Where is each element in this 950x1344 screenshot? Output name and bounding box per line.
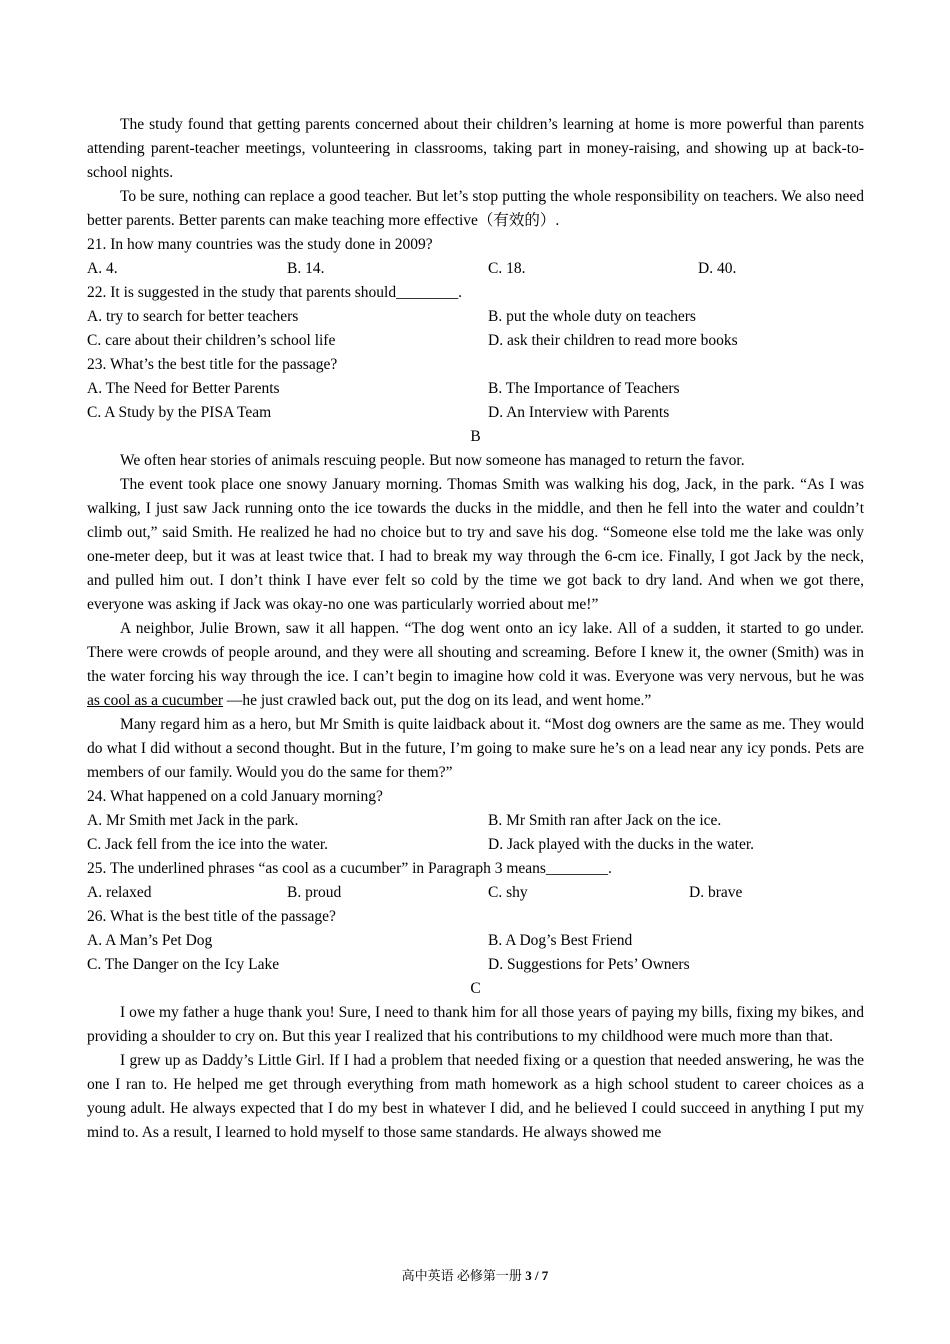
passage-c-paragraph-2: I grew up as Daddy’s Little Girl. If I had a problem that needed fixing or a question that needed answering, he was the one I ran to. He helped me get through everything from math homework as a high school student to career choices as a young adult. He always expected that I do my best in whatever I did, and he believed I could succeed in anything I put my mind to. As a result, I learned to hold myself to those same standards. He always showed me bbox=[87, 1052, 864, 1141]
question-21-options bbox=[87, 257, 864, 281]
page-footer bbox=[0, 1267, 950, 1285]
passage-b-paragraph-3 bbox=[87, 617, 864, 713]
question-26-options-row-1 bbox=[87, 929, 864, 953]
passage-b-paragraph-2: The event took place one snowy January morning. Thomas Smith was walking his dog, Jack, in the park. “As I was walking, I just saw Jack running onto the ice towards the ducks in the middle, and then he fell into the water and couldn’t climb out,” said Smith. He realized he had no choice but to try and save his dog. “Someone else told me the lake was only one-meter deep, but it was at least twice that. I had to break my way through the 6-cm ice. Finally, I got Jack by the neck, and pulled him out. I don’t think I have ever felt so cold by the time we got back to dry land. And when we got there, everyone was asking if Jack was okay-no one was particularly worried about me!” bbox=[87, 476, 864, 613]
option-a: A. A Man’s Pet Dog bbox=[87, 932, 213, 949]
option-d: D. 40. bbox=[698, 260, 737, 277]
question-24-options-row-2 bbox=[87, 833, 864, 857]
question-24-stem: 24. What happened on a cold January morning? bbox=[87, 788, 383, 805]
passage-b-paragraph-1: We often hear stories of animals rescuing people. But now someone has managed to return the favor. bbox=[120, 452, 745, 469]
paragraph-3-text-start: A neighbor, Julie Brown, saw it all happen. “The dog went onto an icy lake. All of a sudden, it started to go under. There were crowds of people around, and they were all shouting and screaming. Before I knew it, the owner (Smith) was in the water forcing his way through the ice. I can’t begin to imagine how cold it was. Everyone was very nervous, but he was bbox=[87, 620, 864, 685]
passage-a-paragraph-1: The study found that getting parents concerned about their children’s learning at home is more powerful than parents attending parent-teacher meetings, volunteering in classrooms, taking part in money-raising, and showing up at back-to-school nights. bbox=[87, 116, 864, 181]
section-b-heading: B bbox=[470, 428, 481, 445]
option-d: D. Suggestions for Pets’ Owners bbox=[488, 956, 690, 973]
option-c: C. Jack fell from the ice into the water. bbox=[87, 836, 329, 853]
option-c: C. shy bbox=[488, 884, 528, 901]
question-23-options-row-2 bbox=[87, 401, 864, 425]
passage-a-paragraph-2: To be sure, nothing can replace a good teacher. But let’s stop putting the whole responsibility on teachers. We also need better parents. Better parents can make teaching more effective（有效的）. bbox=[87, 188, 864, 229]
option-d: D. brave bbox=[689, 884, 743, 901]
option-a: A. try to search for better teachers bbox=[87, 308, 299, 325]
question-24-options-row-1 bbox=[87, 809, 864, 833]
option-b: B. 14. bbox=[287, 260, 325, 277]
passage-b-paragraph-4: Many regard him as a hero, but Mr Smith is quite laidback about it. “Most dog owners are the same as me. They would do what I did without a second thought. But in the future, I’m going to make sure he’s on a lead near any icy ponds. Pets are members of our family. Would you do the same for them?” bbox=[87, 716, 864, 781]
option-a: A. The Need for Better Parents bbox=[87, 380, 280, 397]
passage-c-paragraph-1: I owe my father a huge thank you! Sure, I need to thank him for all those years of paying my bills, fixing my bikes, and providing a shoulder to cry on. But this year I realized that his contributions to my childhood were much more than that. bbox=[87, 1004, 864, 1045]
option-d: D. ask their children to read more books bbox=[488, 332, 738, 349]
option-a: A. relaxed bbox=[87, 884, 152, 901]
question-22-options-row-2 bbox=[87, 329, 864, 353]
page-number: 3 / 7 bbox=[525, 1268, 549, 1283]
option-b: B. A Dog’s Best Friend bbox=[488, 932, 633, 949]
option-b: B. put the whole duty on teachers bbox=[488, 308, 696, 325]
option-c: C. A Study by the PISA Team bbox=[87, 404, 272, 421]
option-c: C. The Danger on the Icy Lake bbox=[87, 956, 280, 973]
option-a: A. 4. bbox=[87, 260, 118, 277]
question-26-stem: 26. What is the best title of the passage? bbox=[87, 908, 336, 925]
underlined-phrase: as cool as a cucumber bbox=[87, 692, 223, 709]
question-22-stem: 22. It is suggested in the study that parents should________. bbox=[87, 284, 462, 301]
question-25-stem: 25. The underlined phrases “as cool as a cucumber” in Paragraph 3 means________. bbox=[87, 860, 612, 877]
option-b: B. Mr Smith ran after Jack on the ice. bbox=[488, 812, 722, 829]
option-d: D. An Interview with Parents bbox=[488, 404, 670, 421]
option-c: C. 18. bbox=[488, 260, 526, 277]
page-content bbox=[87, 113, 864, 1145]
question-23-stem: 23. What’s the best title for the passage? bbox=[87, 356, 338, 373]
paragraph-3-text-end: —he just crawled back out, put the dog on its lead, and went home.” bbox=[223, 692, 652, 709]
question-22-options-row-1 bbox=[87, 305, 864, 329]
question-25-options bbox=[87, 881, 864, 905]
question-21-stem: 21. In how many countries was the study done in 2009? bbox=[87, 236, 433, 253]
footer-title: 高中英语 必修第一册 bbox=[401, 1268, 522, 1283]
option-a: A. Mr Smith met Jack in the park. bbox=[87, 812, 299, 829]
option-c: C. care about their children’s school life bbox=[87, 332, 336, 349]
section-c-heading: C bbox=[470, 980, 481, 997]
option-b: B. The Importance of Teachers bbox=[488, 380, 680, 397]
option-d: D. Jack played with the ducks in the water. bbox=[488, 836, 755, 853]
option-b: B. proud bbox=[287, 884, 342, 901]
question-26-options-row-2 bbox=[87, 953, 864, 977]
question-23-options-row-1 bbox=[87, 377, 864, 401]
